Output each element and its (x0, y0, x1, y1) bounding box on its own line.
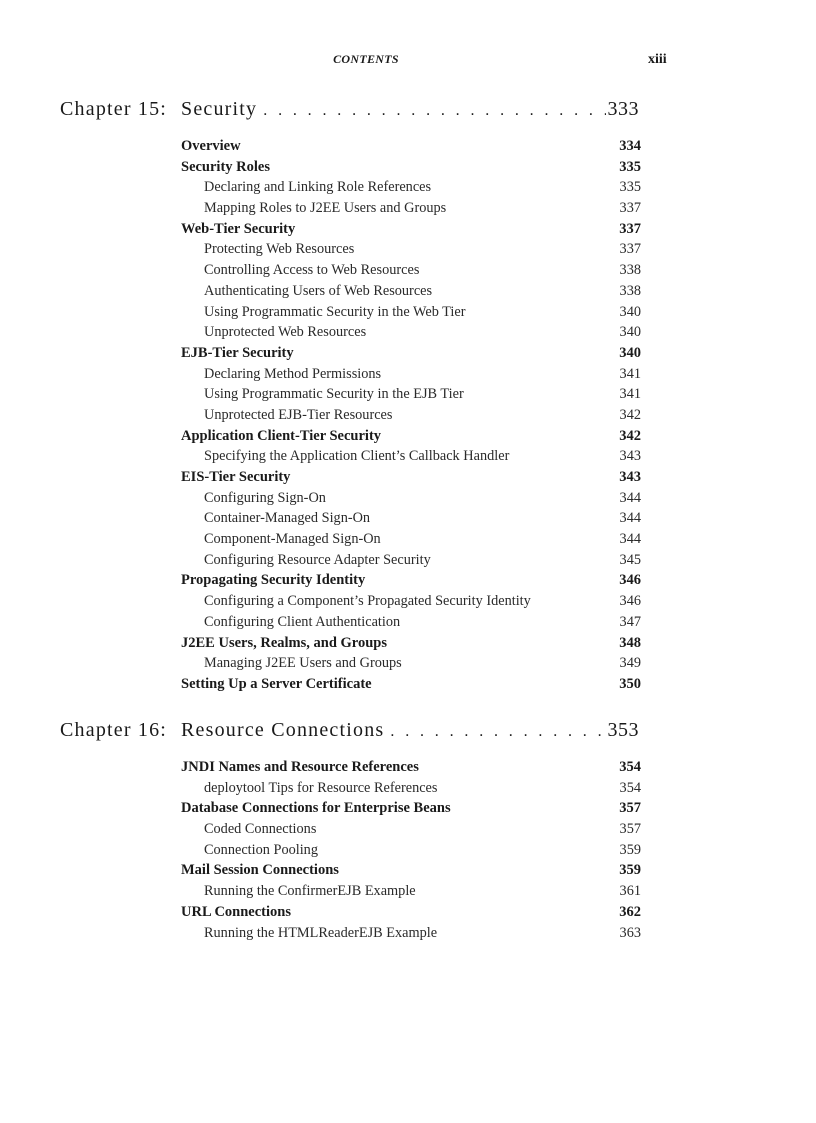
entry-page: 359 (619, 841, 641, 858)
chapter-section (0, 719, 816, 749)
entry-title: Configuring Sign-On (204, 489, 326, 506)
entry-page: 354 (619, 779, 641, 796)
entry-page: 341 (619, 365, 641, 382)
entry-title: Protecting Web Resources (204, 241, 355, 258)
entry-title: Configuring a Component’s Propagated Security Identity (204, 593, 531, 610)
entry-title: Web-Tier Security (181, 220, 296, 237)
toc-entry-list (181, 757, 641, 943)
entry-page: 342 (619, 427, 641, 444)
chapter-page: 353 (607, 719, 639, 741)
toc-subsection-entry[interactable] (181, 508, 641, 529)
toc-section-entry[interactable] (181, 798, 641, 819)
entry-title: Overview (181, 138, 241, 154)
toc-section-entry[interactable] (181, 157, 641, 178)
toc-subsection-entry[interactable] (181, 529, 641, 550)
entry-page: 337 (619, 241, 641, 258)
chapter-label: Chapter 16: (60, 719, 168, 741)
entry-title: Unprotected EJB-Tier Resources (204, 406, 393, 423)
entry-page: 337 (619, 220, 641, 237)
entry-page: 343 (619, 469, 641, 485)
toc-subsection-entry[interactable] (181, 840, 641, 861)
entry-page: 340 (619, 303, 641, 320)
chapter-title: Resource Connections (181, 719, 385, 741)
entry-title: Configuring Resource Adapter Security (204, 551, 431, 568)
entry-page: 334 (619, 138, 641, 154)
running-title: CONTENTS (333, 52, 399, 66)
toc-subsection-entry[interactable] (181, 819, 641, 840)
toc-section-entry[interactable] (181, 467, 641, 488)
entry-page: 338 (619, 262, 641, 279)
toc-section-entry[interactable] (181, 426, 641, 447)
toc-subsection-entry[interactable] (181, 446, 641, 467)
entry-page: 340 (619, 344, 641, 361)
toc-subsection-entry[interactable] (181, 923, 641, 944)
entry-title: Running the HTMLReaderEJB Example (204, 924, 438, 941)
toc-subsection-entry[interactable] (181, 488, 641, 509)
toc-subsection-entry[interactable] (181, 384, 641, 405)
entry-page: 343 (619, 448, 641, 465)
entry-title: Mapping Roles to J2EE Users and Groups (204, 200, 447, 217)
entry-title: JNDI Names and Resource References (181, 759, 419, 775)
entry-title: Specifying the Application Client’s Callback Handler (204, 448, 510, 465)
entry-page: 340 (619, 324, 641, 341)
entry-page: 349 (619, 655, 641, 672)
toc-section-entry[interactable] (181, 136, 641, 157)
entry-title: URL Connections (181, 903, 291, 920)
entry-page: 350 (619, 675, 641, 692)
entry-title: J2EE Users, Realms, and Groups (181, 634, 387, 651)
toc-section-entry[interactable] (181, 674, 641, 695)
toc-subsection-entry[interactable] (181, 591, 641, 612)
entry-page: 344 (619, 531, 641, 548)
entry-page: 346 (619, 572, 641, 589)
entry-title: deploytool Tips for Resource References (204, 779, 438, 796)
chapter-title-line (181, 719, 639, 742)
toc-subsection-entry[interactable] (181, 364, 641, 385)
entry-title: Declaring and Linking Role References (204, 179, 432, 196)
entry-title: EJB-Tier Security (181, 344, 294, 361)
toc-section-entry[interactable] (181, 757, 641, 778)
toc-section-entry[interactable] (181, 860, 641, 881)
entry-page: 344 (619, 510, 641, 527)
entry-page: 345 (619, 551, 641, 568)
toc-subsection-entry[interactable] (181, 612, 641, 633)
toc-section-entry[interactable] (181, 343, 641, 364)
entry-title: Declaring Method Permissions (204, 365, 382, 382)
entry-title: Application Client-Tier Security (181, 427, 382, 444)
entry-title: Configuring Client Authentication (204, 613, 401, 630)
chapter-title-line (181, 98, 639, 121)
toc-section-entry[interactable] (181, 902, 641, 923)
chapter-title: Security (181, 98, 258, 120)
entry-page: 357 (619, 800, 641, 817)
entry-page: 361 (619, 883, 641, 900)
entry-title: Coded Connections (204, 821, 317, 838)
running-head (0, 52, 816, 72)
toc-subsection-entry[interactable] (181, 281, 641, 302)
page-number: xiii (648, 52, 667, 67)
entry-page: 354 (619, 759, 641, 775)
chapter-page: 333 (607, 98, 639, 120)
chapter-label: Chapter 15: (60, 98, 168, 120)
entry-page: 342 (619, 406, 641, 423)
entry-page: 363 (619, 924, 641, 941)
entry-page: 344 (619, 489, 641, 506)
entry-title: Using Programmatic Security in the Web Tier (204, 303, 466, 320)
toc-subsection-entry[interactable] (181, 239, 641, 260)
entry-page: 338 (619, 282, 641, 299)
toc-subsection-entry[interactable] (181, 550, 641, 571)
entry-page: 335 (619, 179, 641, 196)
toc-entry-list (181, 136, 641, 695)
entry-title: Component-Managed Sign-On (204, 531, 381, 548)
entry-title: Unprotected Web Resources (204, 324, 367, 341)
entry-title: Security Roles (181, 158, 270, 175)
chapter-section (0, 98, 816, 128)
chapter-heading[interactable] (0, 98, 816, 128)
entry-page: 346 (619, 593, 641, 610)
entry-title: Running the ConfirmerEJB Example (204, 883, 416, 900)
dot-leader (390, 723, 605, 741)
entry-title: Using Programmatic Security in the EJB Tier (204, 386, 464, 403)
entry-title: Propagating Security Identity (181, 572, 366, 589)
toc-subsection-entry[interactable] (181, 198, 641, 219)
toc-section-entry[interactable] (181, 219, 641, 240)
toc-subsection-entry[interactable] (181, 881, 641, 902)
entry-title: Connection Pooling (204, 841, 318, 858)
entry-page: 347 (619, 613, 641, 630)
toc-subsection-entry[interactable] (181, 653, 641, 674)
entry-title: EIS-Tier Security (181, 469, 291, 485)
toc-section-entry[interactable] (181, 570, 641, 591)
entry-page: 341 (619, 386, 641, 403)
entry-page: 337 (619, 200, 641, 217)
entry-title: Authenticating Users of Web Resources (204, 282, 433, 299)
entry-page: 335 (619, 158, 641, 175)
entry-title: Database Connections for Enterprise Beans (181, 800, 451, 817)
entry-title: Managing J2EE Users and Groups (204, 655, 402, 672)
toc-subsection-entry[interactable] (181, 322, 641, 343)
entry-page: 357 (619, 821, 641, 838)
entry-title: Container-Managed Sign-On (204, 510, 371, 527)
toc-section-entry[interactable] (181, 633, 641, 654)
entry-page: 348 (619, 634, 641, 651)
entry-title: Setting Up a Server Certificate (181, 675, 372, 692)
entry-page: 359 (619, 862, 641, 879)
dot-leader (263, 102, 605, 120)
entry-title: Controlling Access to Web Resources (204, 262, 420, 279)
toc-subsection-entry[interactable] (181, 260, 641, 281)
toc-subsection-entry[interactable] (181, 778, 641, 799)
chapter-heading[interactable] (0, 719, 816, 749)
toc-subsection-entry[interactable] (181, 177, 641, 198)
entry-page: 362 (619, 903, 641, 920)
entry-title: Mail Session Connections (181, 862, 339, 879)
toc-subsection-entry[interactable] (181, 302, 641, 323)
toc-subsection-entry[interactable] (181, 405, 641, 426)
